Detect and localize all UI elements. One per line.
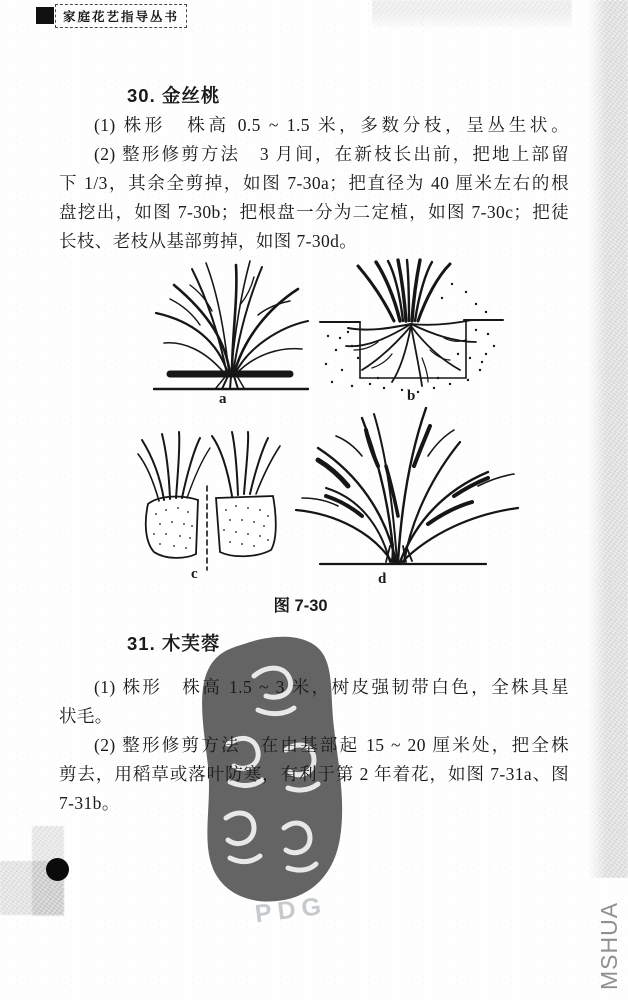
section-31-heading: 31. 木芙蓉 <box>127 633 221 654</box>
figure-a-pruned-clump-illustration <box>140 255 325 403</box>
side-vertical-text: MSHUA <box>596 901 622 990</box>
figure-caption: 图 7-30 <box>273 597 328 615</box>
scan-noise-right-edge <box>588 0 628 878</box>
section-31-line-4: 剪去，用稻草或落叶防寒，有利于第 2 年着花，如图 7-31a、图 <box>59 764 569 784</box>
figure-d-shrub-illustration <box>278 396 536 578</box>
pdg-watermark-text: PDG <box>253 891 329 929</box>
figure-b-root-ball-illustration <box>318 258 505 398</box>
scan-noise-top-right <box>372 0 572 30</box>
section-30-line-4: 盘挖出，如图 7-30b；把根盘一分为二定植，如图 7-30c；把徒 <box>59 202 569 222</box>
figure-a-label: a <box>219 391 227 407</box>
section-30-line-1: (1) 株形 株高 0.5 ~ 1.5 米，多数分枝，呈丛生状。 <box>94 115 569 135</box>
header-square-mark-icon <box>36 7 54 24</box>
section-30-line-3: 下 1/3，其余全剪掉，如图 7-30a；把直径为 40 厘米左右的根 <box>59 173 569 193</box>
figure-b-label: b <box>407 388 416 404</box>
section-31-line-1: (1) 株形 株高 1.5 ~ 3 米，树皮强韧带白色，全株具星 <box>94 677 569 697</box>
figure-c-label: c <box>191 566 198 582</box>
section-31-line-2: 状毛。 <box>59 706 113 726</box>
section-30-line-5: 长枝、老枝从基部剪掉，如图 7-30d。 <box>59 231 358 251</box>
section-30-heading: 30. 金丝桃 <box>127 85 221 106</box>
figure-c-divided-root-ball-illustration <box>136 430 286 575</box>
section-31-line-5: 7-31b。 <box>59 793 120 813</box>
scan-registration-dot <box>46 858 69 881</box>
figure-d-label: d <box>378 571 387 587</box>
series-title-badge: 家庭花艺指导丛书 <box>55 4 187 28</box>
section-30-line-2: (2) 整形修剪方法 3 月间，在新枝长出前，把地上部留 <box>94 144 569 164</box>
section-31-line-3: (2) 整形修剪方法 在由基部起 15 ~ 20 厘米处，把全株 <box>94 735 569 755</box>
